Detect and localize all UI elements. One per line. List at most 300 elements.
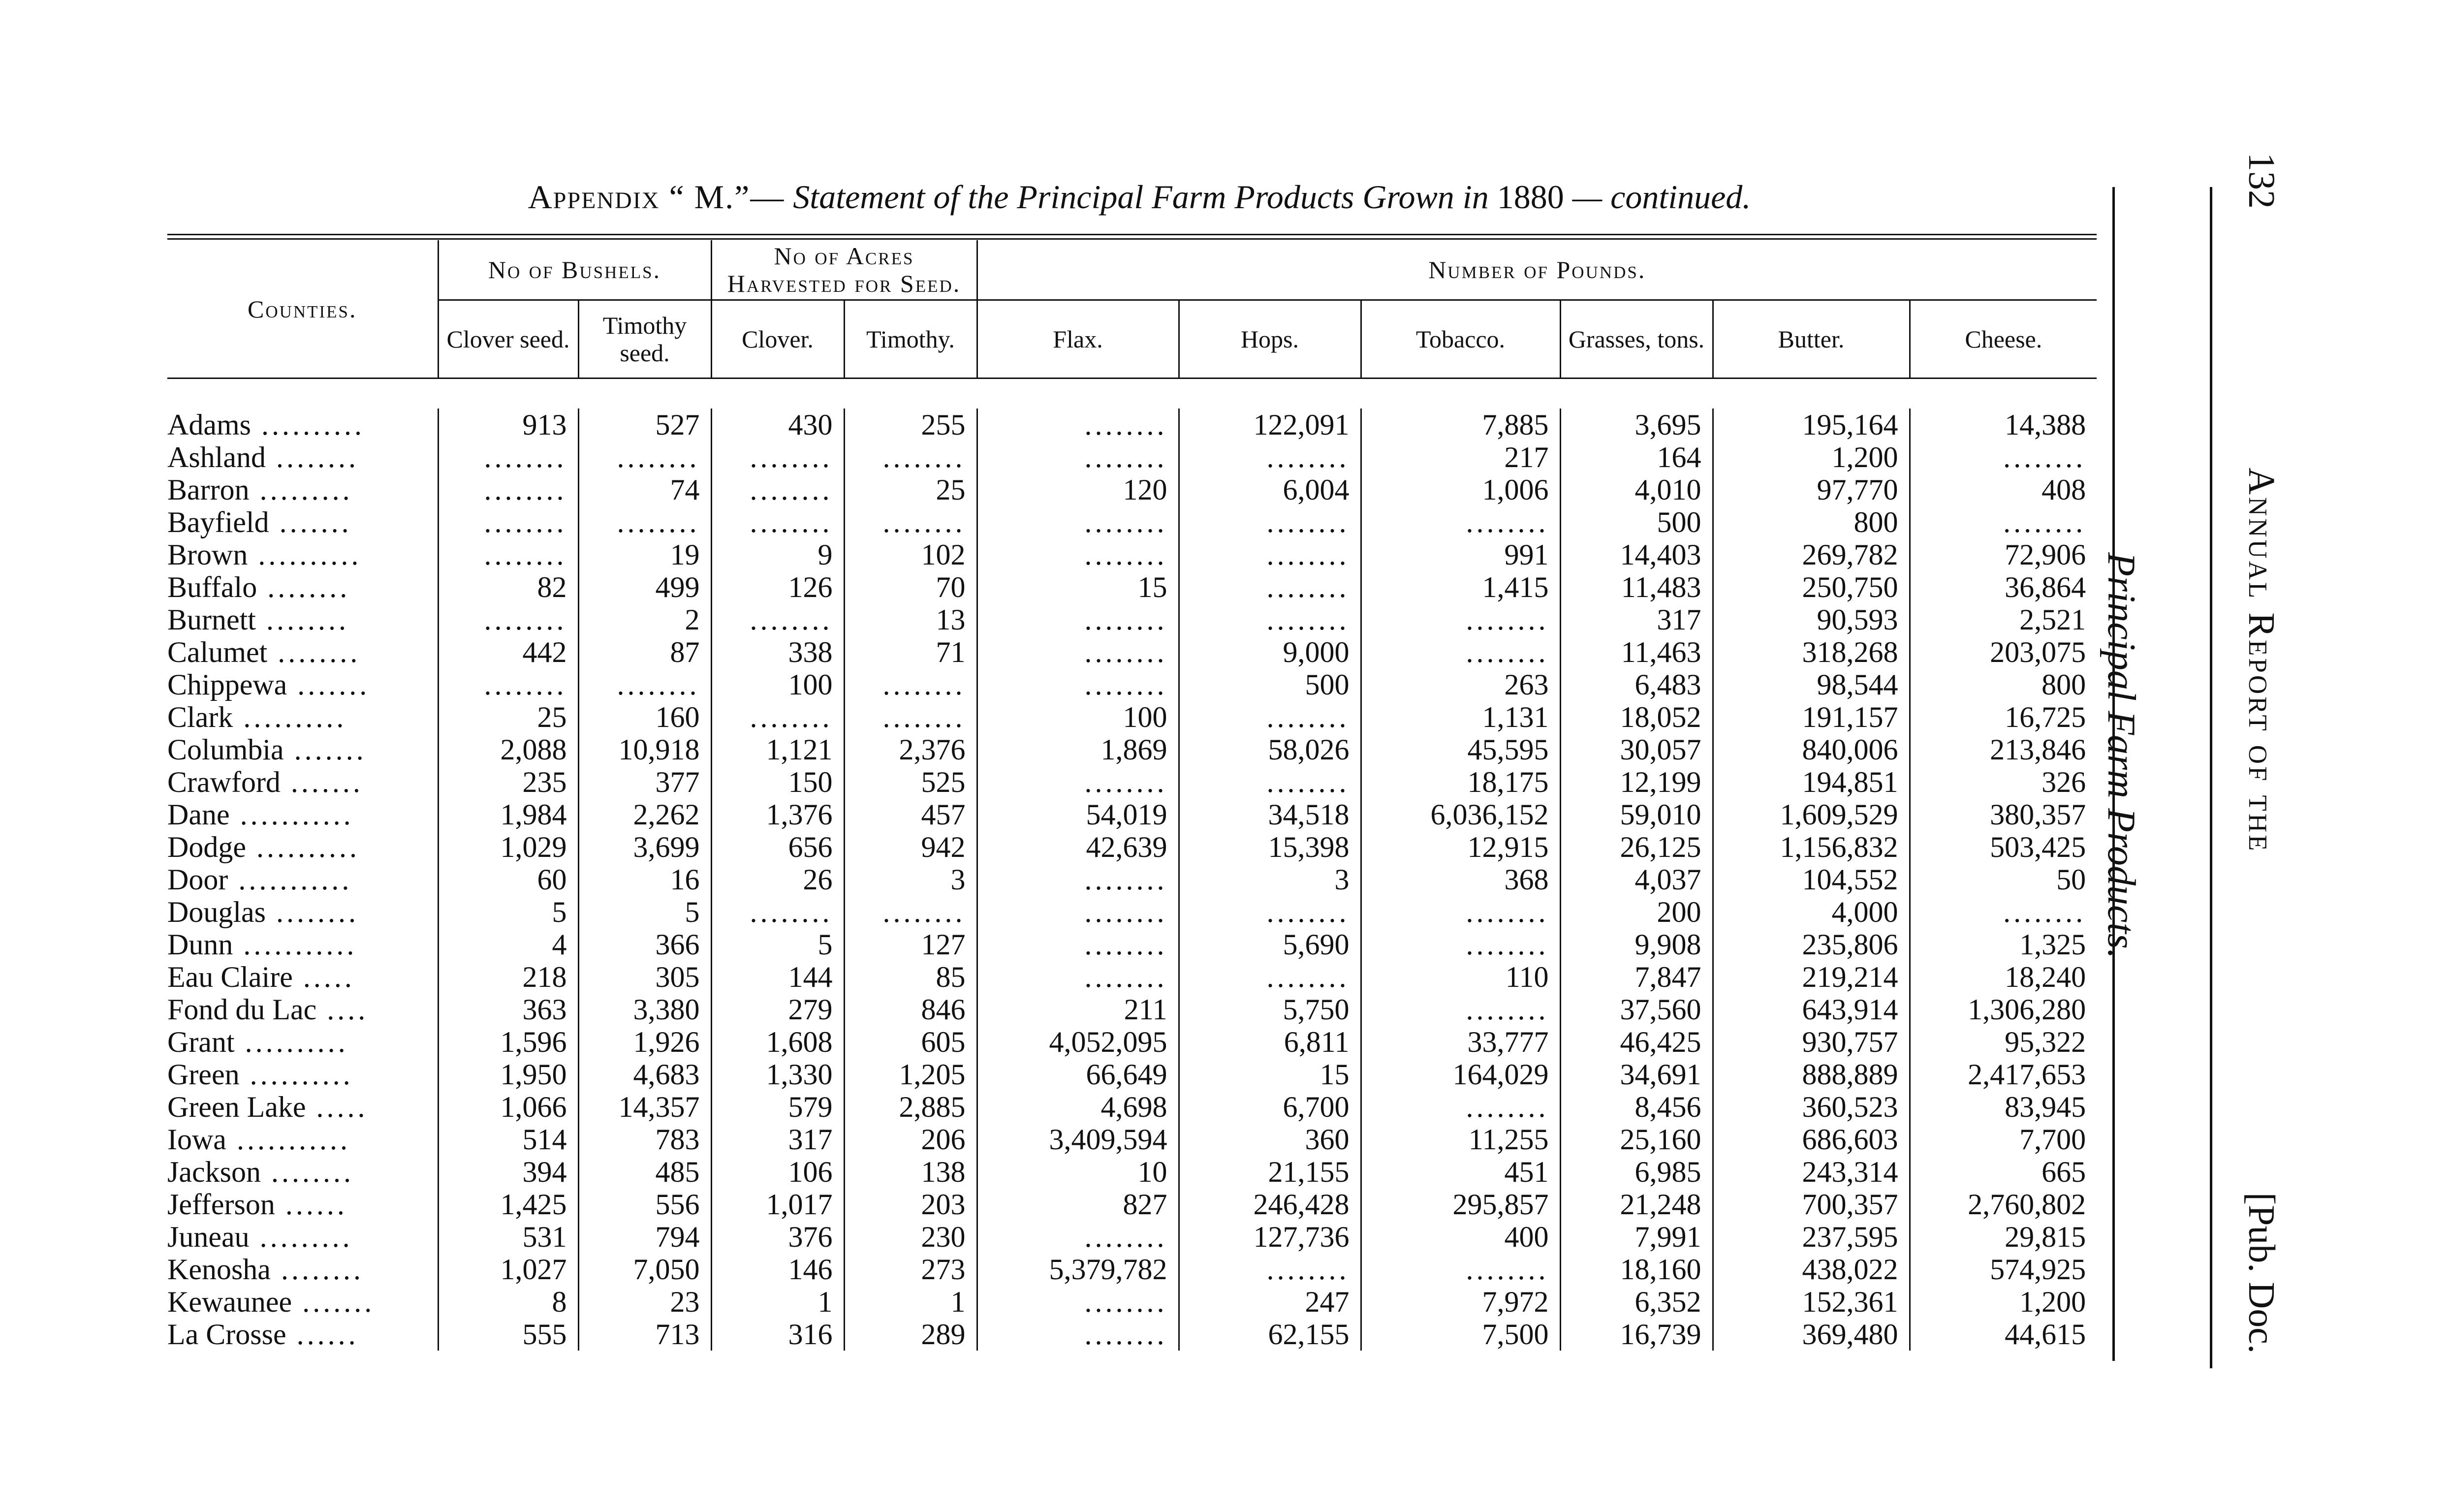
value-cell: [1179, 506, 1361, 538]
value-cell: 19: [578, 538, 711, 571]
empty-cell-dots: ........: [750, 603, 833, 636]
value-cell: 1,415: [1361, 571, 1560, 603]
empty-cell-dots: ........: [882, 701, 966, 733]
value-cell: 11,463: [1560, 636, 1713, 668]
value-cell: 7,885: [1361, 409, 1560, 441]
table-row: [167, 961, 2097, 993]
value-cell: 54,019: [977, 798, 1179, 831]
table-row: [167, 603, 2097, 636]
value-cell: [1361, 506, 1560, 538]
value-cell: 29,815: [1910, 1221, 2097, 1253]
leader-dots: ........: [257, 571, 350, 603]
value-cell: 235: [438, 766, 578, 798]
county-cell: Adams ..........: [167, 409, 365, 441]
value-cell: 913: [438, 409, 578, 441]
value-cell: 87: [578, 636, 711, 668]
table-row: [167, 1318, 2097, 1351]
value-cell: [1910, 506, 2097, 538]
value-cell: [1361, 1253, 1560, 1286]
table-row: [167, 928, 2097, 961]
value-cell: 279: [711, 993, 844, 1026]
value-cell: 98,544: [1713, 668, 1910, 701]
value-cell: [977, 896, 1179, 928]
empty-cell-dots: ........: [1084, 441, 1167, 473]
table-row: [167, 1188, 2097, 1221]
value-cell: 451: [1361, 1156, 1560, 1188]
county-cell: Kewaunee .......: [167, 1286, 375, 1318]
county-cell: Iowa ...........: [167, 1123, 350, 1156]
value-cell: 85: [844, 961, 977, 993]
value-cell: 1: [844, 1286, 977, 1318]
empty-cell-dots: ........: [484, 473, 567, 506]
empty-cell-dots: ........: [1266, 571, 1350, 603]
value-cell: [438, 668, 578, 701]
value-cell: 318,268: [1713, 636, 1910, 668]
value-cell: [1179, 961, 1361, 993]
value-cell: 218: [438, 961, 578, 993]
value-cell: 164,029: [1361, 1058, 1560, 1091]
value-cell: 1,609,529: [1713, 798, 1910, 831]
county-cell: Dunn ...........: [167, 928, 357, 961]
empty-cell-dots: ........: [1466, 1091, 1549, 1123]
value-cell: 191,157: [1713, 701, 1910, 733]
value-cell: 579: [711, 1091, 844, 1123]
value-cell: 90,593: [1713, 603, 1910, 636]
value-cell: 2,885: [844, 1091, 977, 1123]
table-row: [167, 1091, 2097, 1123]
value-cell: 503,425: [1910, 831, 2097, 863]
value-cell: 2,262: [578, 798, 711, 831]
county-cell: Eau Claire .....: [167, 961, 355, 993]
value-cell: [844, 701, 977, 733]
value-cell: [578, 668, 711, 701]
value-cell: 457: [844, 798, 977, 831]
leader-dots: .......: [292, 1286, 375, 1318]
county-cell: Juneau .........: [167, 1221, 353, 1253]
value-cell: [1179, 603, 1361, 636]
value-cell: 269,782: [1713, 538, 1910, 571]
county-cell: Chippewa .......: [167, 668, 370, 701]
value-cell: 376: [711, 1221, 844, 1253]
empty-cell-dots: ........: [484, 441, 567, 473]
header-timothy-acres: Timothy.: [844, 300, 977, 378]
value-cell: 369,480: [1713, 1318, 1910, 1351]
empty-cell-dots: ........: [1084, 961, 1167, 993]
title-year: 1880: [1497, 178, 1564, 216]
empty-cell-dots: ........: [882, 896, 966, 928]
value-cell: 888,889: [1713, 1058, 1910, 1091]
leader-dots: ..........: [239, 1058, 353, 1091]
value-cell: 485: [578, 1156, 711, 1188]
value-cell: 74: [578, 473, 711, 506]
value-cell: 60: [438, 863, 578, 896]
value-cell: 1,984: [438, 798, 578, 831]
county-cell: Burnett ........: [167, 603, 349, 636]
table-body: [167, 409, 2097, 1351]
value-cell: 14,388: [1910, 409, 2097, 441]
value-cell: 1,869: [977, 733, 1179, 766]
table-row: [167, 1286, 2097, 1318]
county-cell: Jackson ........: [167, 1156, 354, 1188]
value-cell: 5: [711, 928, 844, 961]
value-cell: [438, 473, 578, 506]
value-cell: [711, 896, 844, 928]
value-cell: [977, 441, 1179, 473]
value-cell: 18,052: [1560, 701, 1713, 733]
title-prefix: Appendix “ M.”—: [528, 178, 785, 216]
empty-cell-dots: ........: [1466, 1253, 1549, 1286]
header-timothy-seed: Timothy seed.: [578, 300, 711, 378]
leader-dots: ...........: [229, 798, 354, 831]
value-cell: 7,972: [1361, 1286, 1560, 1318]
value-cell: 7,991: [1560, 1221, 1713, 1253]
value-cell: [438, 603, 578, 636]
value-cell: [977, 766, 1179, 798]
empty-cell-dots: ........: [1084, 538, 1167, 571]
value-cell: [438, 506, 578, 538]
value-cell: 368: [1361, 863, 1560, 896]
county-cell: Fond du Lac ....: [167, 993, 369, 1026]
value-cell: 250,750: [1713, 571, 1910, 603]
value-cell: 499: [578, 571, 711, 603]
empty-cell-dots: ........: [484, 668, 567, 701]
value-cell: 6,036,152: [1361, 798, 1560, 831]
value-cell: 104,552: [1713, 863, 1910, 896]
value-cell: 237,595: [1713, 1221, 1910, 1253]
value-cell: 1,029: [438, 831, 578, 863]
value-cell: 70: [844, 571, 977, 603]
value-cell: 15: [1179, 1058, 1361, 1091]
empty-cell-dots: ........: [882, 668, 966, 701]
value-cell: [1179, 441, 1361, 473]
table-row: [167, 668, 2097, 701]
value-cell: 194,851: [1713, 766, 1910, 798]
empty-cell-dots: ........: [1084, 603, 1167, 636]
empty-cell-dots: ........: [750, 506, 833, 538]
value-cell: 273: [844, 1253, 977, 1286]
value-cell: 122,091: [1179, 409, 1361, 441]
value-cell: [1179, 1253, 1361, 1286]
leader-dots: ..........: [251, 409, 365, 441]
header-clover-seed: Clover seed.: [438, 300, 578, 378]
value-cell: 18,175: [1361, 766, 1560, 798]
value-cell: 11,255: [1361, 1123, 1560, 1156]
table-row: [167, 409, 2097, 441]
value-cell: [1179, 538, 1361, 571]
empty-cell-dots: ........: [617, 668, 700, 701]
value-cell: [438, 538, 578, 571]
value-cell: [977, 603, 1179, 636]
empty-cell-dots: ........: [484, 603, 567, 636]
leader-dots: ........: [267, 636, 361, 668]
empty-cell-dots: ........: [1466, 636, 1549, 668]
table-row: [167, 766, 2097, 798]
value-cell: 2,521: [1910, 603, 2097, 636]
value-cell: 430: [711, 409, 844, 441]
empty-cell-dots: ........: [1266, 538, 1350, 571]
empty-cell-dots: ........: [617, 506, 700, 538]
leader-dots: .........: [249, 1221, 353, 1253]
value-cell: 247: [1179, 1286, 1361, 1318]
county-cell: Dane ...........: [167, 798, 354, 831]
value-cell: 95,322: [1910, 1026, 2097, 1058]
empty-cell-dots: ........: [1084, 863, 1167, 896]
value-cell: [977, 409, 1179, 441]
value-cell: 255: [844, 409, 977, 441]
leader-dots: ........: [270, 1253, 364, 1286]
header-grasses: Grasses, tons.: [1560, 300, 1713, 378]
value-cell: 1,608: [711, 1026, 844, 1058]
table-row: [167, 1026, 2097, 1058]
value-cell: 25,160: [1560, 1123, 1713, 1156]
empty-cell-dots: ........: [750, 473, 833, 506]
empty-cell-dots: ........: [1466, 603, 1549, 636]
value-cell: 295,857: [1361, 1188, 1560, 1221]
value-cell: 500: [1560, 506, 1713, 538]
leader-dots: ......: [286, 1318, 359, 1351]
value-cell: 3: [844, 863, 977, 896]
table-row: [167, 701, 2097, 733]
value-cell: 1,950: [438, 1058, 578, 1091]
farm-products-table: [167, 240, 2097, 1351]
table-row: [167, 473, 2097, 506]
header-bushels: No of Bushels.: [438, 240, 711, 300]
value-cell: 58,026: [1179, 733, 1361, 766]
value-cell: 4,000: [1713, 896, 1910, 928]
value-cell: [977, 538, 1179, 571]
empty-cell-dots: ........: [1084, 1318, 1167, 1351]
table-row: [167, 798, 2097, 831]
value-cell: 1,066: [438, 1091, 578, 1123]
value-cell: [1361, 1091, 1560, 1123]
empty-cell-dots: ........: [1084, 506, 1167, 538]
value-cell: 827: [977, 1188, 1179, 1221]
value-cell: 1,156,832: [1713, 831, 1910, 863]
table-row: [167, 538, 2097, 571]
value-cell: 5,750: [1179, 993, 1361, 1026]
value-cell: [1361, 636, 1560, 668]
value-cell: 574,925: [1910, 1253, 2097, 1286]
value-cell: 4,698: [977, 1091, 1179, 1123]
leader-dots: ..........: [234, 1026, 348, 1058]
value-cell: 6,004: [1179, 473, 1361, 506]
table-row: [167, 441, 2097, 473]
table-row: [167, 1253, 2097, 1286]
value-cell: 9: [711, 538, 844, 571]
value-cell: 127: [844, 928, 977, 961]
empty-cell-dots: ........: [1084, 668, 1167, 701]
value-cell: 408: [1910, 473, 2097, 506]
empty-cell-dots: ........: [1084, 766, 1167, 798]
value-cell: 1,425: [438, 1188, 578, 1221]
value-cell: 360,523: [1713, 1091, 1910, 1123]
value-cell: [977, 1318, 1179, 1351]
value-cell: 263: [1361, 668, 1560, 701]
value-cell: [1179, 766, 1361, 798]
leader-dots: ..........: [246, 831, 360, 863]
empty-cell-dots: ........: [1266, 506, 1350, 538]
value-cell: 6,352: [1560, 1286, 1713, 1318]
empty-cell-dots: ........: [1466, 993, 1549, 1026]
value-cell: 1,200: [1910, 1286, 2097, 1318]
value-cell: 6,483: [1560, 668, 1713, 701]
value-cell: 150: [711, 766, 844, 798]
empty-cell-dots: ........: [1266, 1253, 1350, 1286]
leader-dots: .......: [269, 506, 352, 538]
table-row: [167, 863, 2097, 896]
value-cell: 500: [1179, 668, 1361, 701]
value-cell: 21,248: [1560, 1188, 1713, 1221]
value-cell: 34,691: [1560, 1058, 1713, 1091]
value-cell: 213,846: [1910, 733, 2097, 766]
value-cell: 1,325: [1910, 928, 2097, 961]
value-cell: 2,088: [438, 733, 578, 766]
value-cell: 200: [1560, 896, 1713, 928]
value-cell: 21,155: [1179, 1156, 1361, 1188]
value-cell: 37,560: [1560, 993, 1713, 1026]
value-cell: [578, 441, 711, 473]
value-cell: 14,403: [1560, 538, 1713, 571]
value-cell: 144: [711, 961, 844, 993]
leader-dots: .......: [287, 668, 370, 701]
value-cell: 377: [578, 766, 711, 798]
page-title: [167, 167, 2111, 226]
leader-dots: .........: [249, 473, 353, 506]
value-cell: 305: [578, 961, 711, 993]
value-cell: 527: [578, 409, 711, 441]
title-suffix: — continued.: [1572, 178, 1751, 216]
value-cell: 26: [711, 863, 844, 896]
value-cell: 71: [844, 636, 977, 668]
value-cell: 2,760,802: [1910, 1188, 2097, 1221]
value-cell: 59,010: [1560, 798, 1713, 831]
leader-dots: ........: [255, 603, 349, 636]
value-cell: 12,915: [1361, 831, 1560, 863]
value-cell: 840,006: [1713, 733, 1910, 766]
empty-cell-dots: ........: [882, 506, 966, 538]
value-cell: 400: [1361, 1221, 1560, 1253]
value-cell: [711, 441, 844, 473]
table-row: [167, 993, 2097, 1026]
value-cell: 1,017: [711, 1188, 844, 1221]
county-cell: Jefferson ......: [167, 1188, 347, 1221]
side-caption: Principal Farm Products.: [2100, 552, 2143, 959]
value-cell: [711, 473, 844, 506]
value-cell: 360: [1179, 1123, 1361, 1156]
value-cell: 42,639: [977, 831, 1179, 863]
empty-cell-dots: ........: [750, 896, 833, 928]
value-cell: [711, 506, 844, 538]
value-cell: 1,596: [438, 1026, 578, 1058]
value-cell: 18,240: [1910, 961, 2097, 993]
value-cell: 363: [438, 993, 578, 1026]
value-cell: [1361, 896, 1560, 928]
value-cell: 556: [578, 1188, 711, 1221]
value-cell: [977, 863, 1179, 896]
value-cell: 36,864: [1910, 571, 2097, 603]
value-cell: 783: [578, 1123, 711, 1156]
header-butter: Butter.: [1713, 300, 1910, 378]
leader-dots: .......: [283, 733, 367, 766]
value-cell: 219,214: [1713, 961, 1910, 993]
county-cell: Green Lake .....: [167, 1091, 368, 1123]
empty-cell-dots: ........: [1266, 896, 1350, 928]
running-head-title: Annual Report of the: [2241, 468, 2282, 853]
leader-dots: ..........: [233, 701, 347, 733]
value-cell: 7,050: [578, 1253, 711, 1286]
value-cell: 6,811: [1179, 1026, 1361, 1058]
empty-cell-dots: ........: [1266, 766, 1350, 798]
value-cell: 316: [711, 1318, 844, 1351]
value-cell: 338: [711, 636, 844, 668]
value-cell: 164: [1560, 441, 1713, 473]
value-cell: 16,739: [1560, 1318, 1713, 1351]
value-cell: 127,736: [1179, 1221, 1361, 1253]
value-cell: 203: [844, 1188, 977, 1221]
value-cell: 1,131: [1361, 701, 1560, 733]
value-cell: 4,683: [578, 1058, 711, 1091]
value-cell: 1,330: [711, 1058, 844, 1091]
value-cell: 514: [438, 1123, 578, 1156]
county-cell: Door ...........: [167, 863, 352, 896]
value-cell: 9,908: [1560, 928, 1713, 961]
value-cell: 2,376: [844, 733, 977, 766]
value-cell: 146: [711, 1253, 844, 1286]
value-cell: 18,160: [1560, 1253, 1713, 1286]
value-cell: 217: [1361, 441, 1560, 473]
value-cell: [1179, 896, 1361, 928]
value-cell: 394: [438, 1156, 578, 1188]
value-cell: [844, 506, 977, 538]
value-cell: 15: [977, 571, 1179, 603]
value-cell: 656: [711, 831, 844, 863]
value-cell: 6,985: [1560, 1156, 1713, 1188]
value-cell: 152,361: [1713, 1286, 1910, 1318]
header-pounds: Number of Pounds.: [977, 240, 2097, 300]
leader-dots: .......: [280, 766, 363, 798]
value-cell: 1,306,280: [1910, 993, 2097, 1026]
county-cell: Buffalo ........: [167, 571, 350, 603]
table-row: [167, 571, 2097, 603]
value-cell: 6,700: [1179, 1091, 1361, 1123]
value-cell: 110: [1361, 961, 1560, 993]
value-cell: 289: [844, 1318, 977, 1351]
empty-cell-dots: ........: [1466, 896, 1549, 928]
value-cell: 317: [711, 1123, 844, 1156]
county-cell: Brown ..........: [167, 538, 362, 571]
county-cell: La Crosse ......: [167, 1318, 359, 1351]
value-cell: 1,200: [1713, 441, 1910, 473]
header-hops: Hops.: [1179, 300, 1361, 378]
empty-cell-dots: ........: [617, 441, 700, 473]
county-cell: Ashland ........: [167, 441, 359, 473]
value-cell: [977, 928, 1179, 961]
county-cell: Bayfield .......: [167, 506, 352, 538]
table-row: [167, 1221, 2097, 1253]
header-rule-top: [167, 234, 2097, 235]
margin-rule-right: [2210, 187, 2212, 1368]
value-cell: [1910, 441, 2097, 473]
value-cell: [977, 636, 1179, 668]
value-cell: [844, 668, 977, 701]
empty-cell-dots: ........: [2003, 896, 2086, 928]
county-cell: Dodge ..........: [167, 831, 360, 863]
value-cell: 203,075: [1910, 636, 2097, 668]
value-cell: 531: [438, 1221, 578, 1253]
value-cell: 991: [1361, 538, 1560, 571]
value-cell: 686,603: [1713, 1123, 1910, 1156]
value-cell: 366: [578, 928, 711, 961]
